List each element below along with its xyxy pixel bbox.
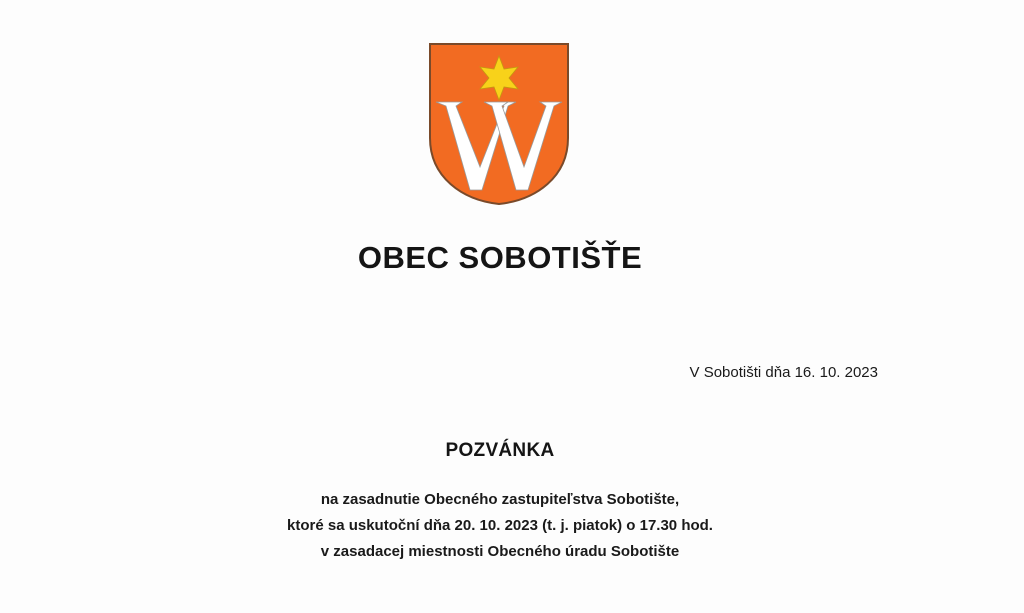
- body-line: ktoré sa uskutoční dňa 20. 10. 2023 (t. j. piatok) o 17.30 hod.: [287, 517, 713, 534]
- document-heading: POZVÁNKA: [445, 440, 555, 461]
- body-line: na zasadnutie Obecného zastupiteľstva Sobotište,: [320, 491, 680, 508]
- body-line: v zasadacej miestnosti Obecného úradu Sobotište: [320, 543, 680, 560]
- invitation-body: [0, 487, 1000, 565]
- date-line: V Sobotišti dňa 16. 10. 2023: [689, 364, 878, 381]
- coat-of-arms-icon: [428, 42, 570, 206]
- municipality-title: OBEC SOBOTIŠŤE: [357, 240, 643, 275]
